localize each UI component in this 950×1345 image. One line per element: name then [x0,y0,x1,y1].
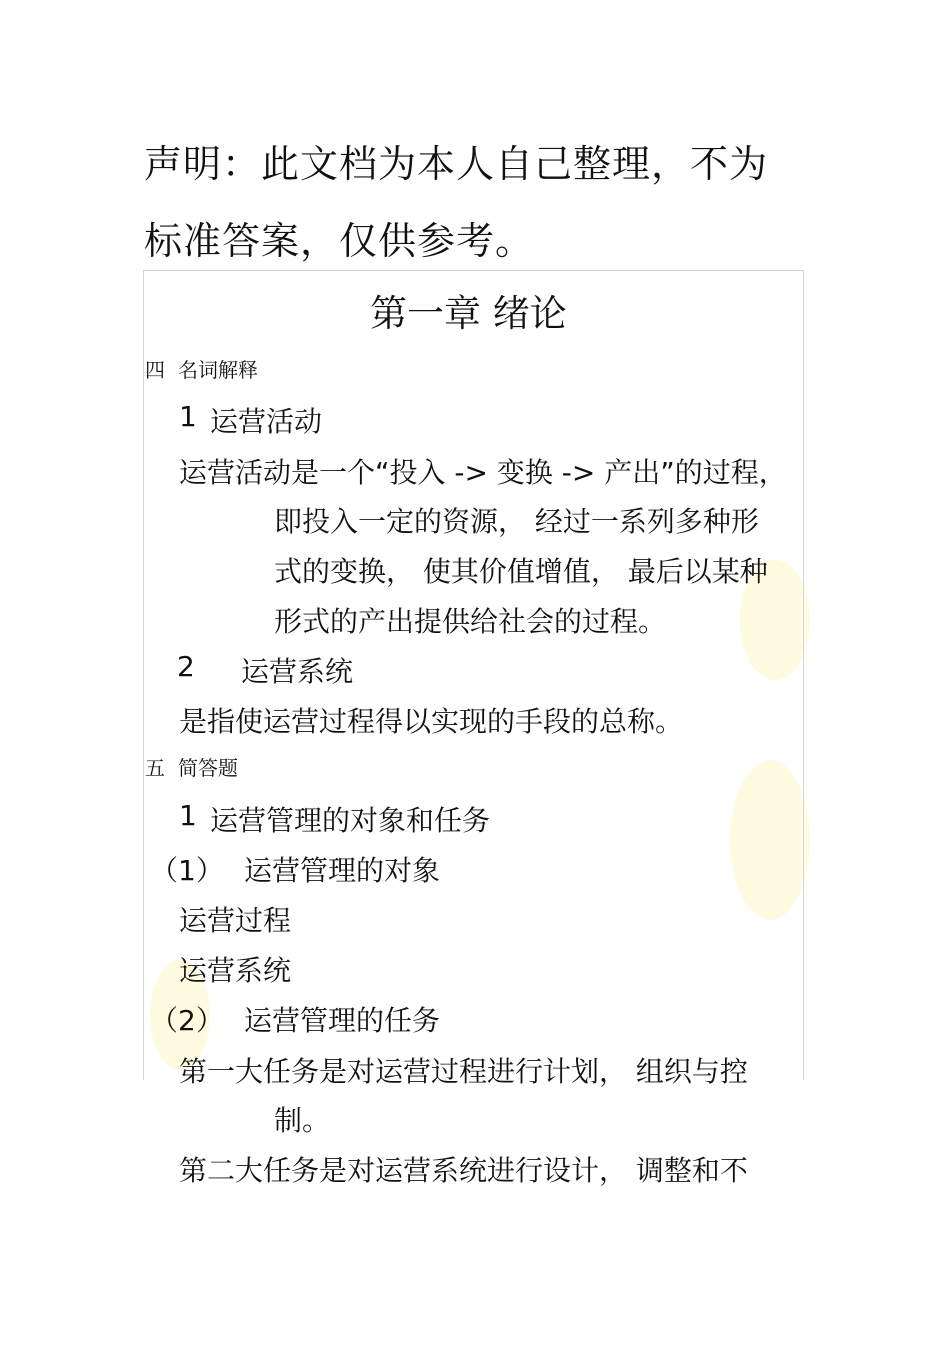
term1-def-line-3: 式的变换， 使其价值增值， 最后以某种 [274,555,768,588]
q1-title: 运营管理的对象和任务 [210,804,491,837]
term2-def: 是指使运营过程得以实现的手段的总称。 [179,705,684,738]
declaration-line-1: 声明：此文档为本人自己整理，不为 [144,142,769,186]
page-frame-left [143,270,144,1080]
q1-number: 1 [179,799,197,832]
background-glow [730,760,810,920]
section4-number: 四 [145,358,165,382]
term1-def-line-2: 即投入一定的资源， 经过一系列多种形 [274,505,759,538]
sub1-item: 运营过程 [179,904,292,937]
term1-number: 1 [179,400,197,433]
task2-line-1: 第二大任务是对运营系统进行设计， 调整和不 [179,1154,748,1187]
sub1-title: 运营管理的对象 [244,854,441,887]
term1-def-line-1: 运营活动是一个“投入 -> 变换 -> 产出”的过程， [179,456,787,489]
page-frame-top [143,270,804,271]
task1-line-1: 第一大任务是对运营过程进行计划， 组织与控 [179,1055,748,1088]
section5-number: 五 [145,756,165,780]
section5-heading: 简答题 [178,756,238,780]
term2-number: 2 [177,650,195,683]
term1-title: 运营活动 [210,405,323,438]
sub1-item: 运营系统 [179,954,292,987]
section4-heading: 名词解释 [178,358,258,382]
chapter-title: 第一章 绪论 [370,292,567,335]
sub2-title: 运营管理的任务 [244,1004,441,1037]
task1-line-2: 制。 [274,1104,331,1137]
sub2-number: （2） [150,1004,224,1037]
term1-def-line-4: 形式的产出提供给社会的过程。 [274,605,667,638]
term2-title: 运营系统 [241,655,354,688]
page-frame-right [803,270,804,1080]
sub1-number: （1） [150,854,224,887]
declaration-line-2: 标准答案，仅供参考。 [144,219,535,263]
